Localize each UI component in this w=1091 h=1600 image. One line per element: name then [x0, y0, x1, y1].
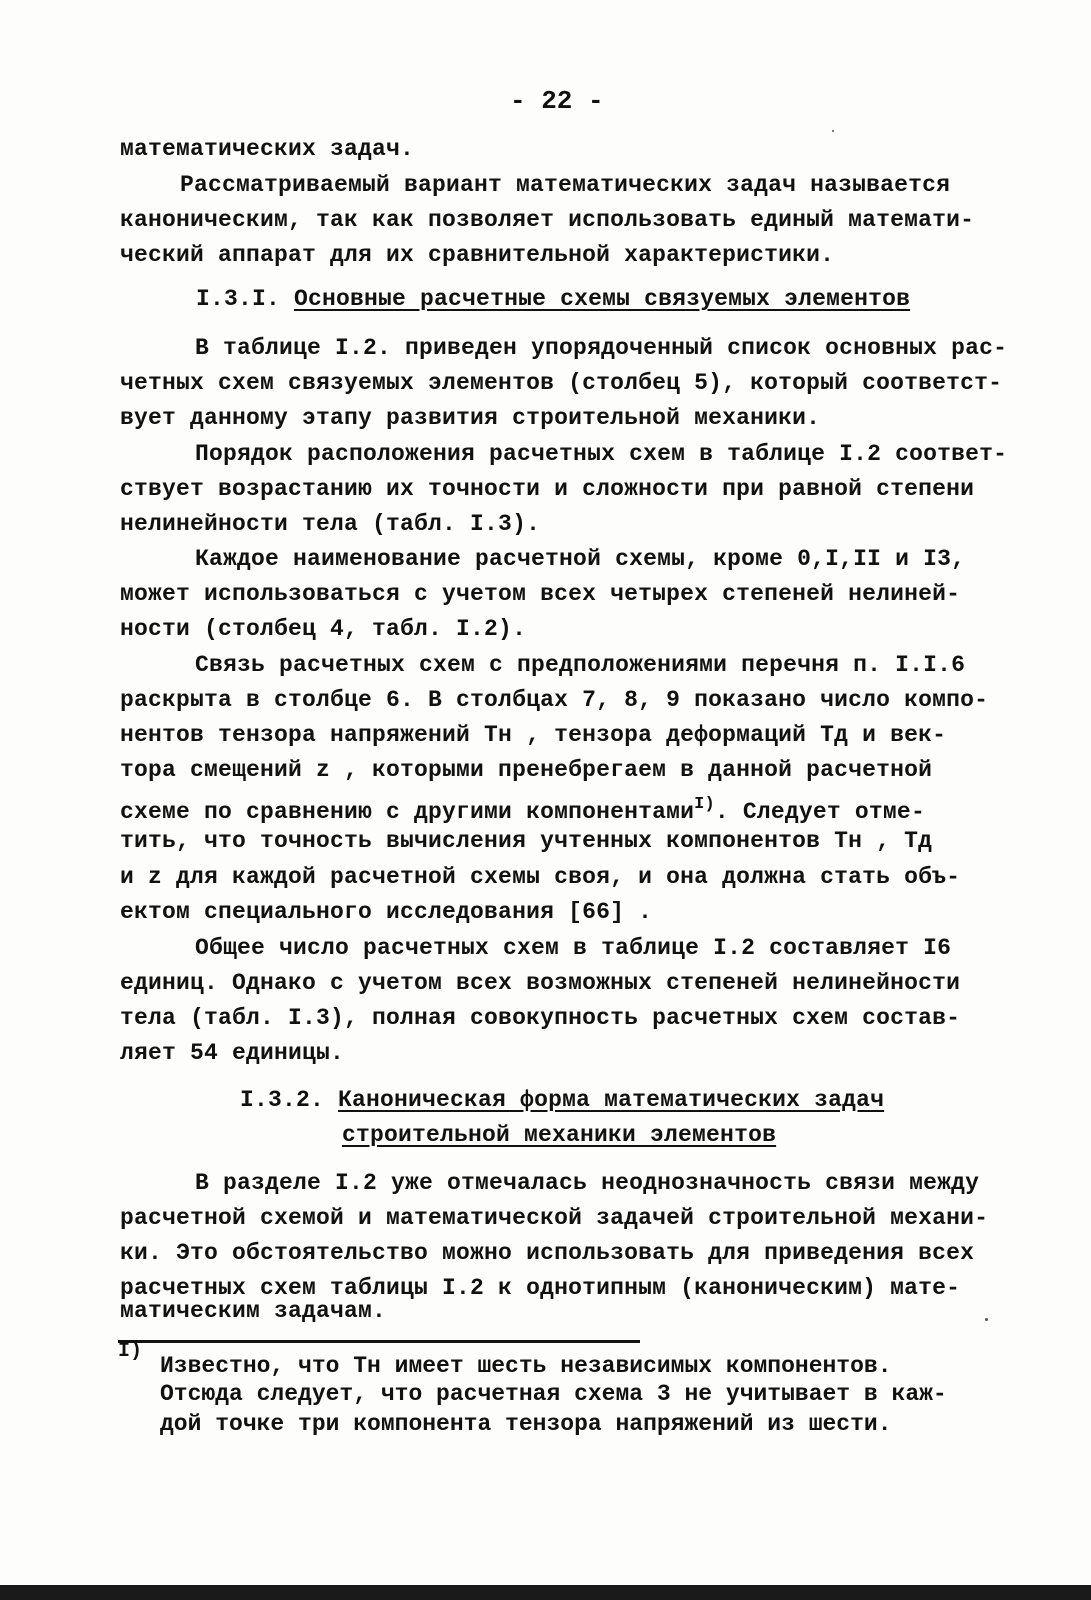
section-number: I.3.I. — [196, 286, 281, 312]
section-title: Основные расчетные схемы связуемых элементов — [294, 286, 911, 312]
paragraph-line: Связь расчетных схем с предположениями перечня п. I.I.6 — [195, 652, 966, 678]
paragraph-line: ляет 54 единицы. — [120, 1040, 345, 1066]
paragraph-line: тить, что точность вычисления учтенных компонентов Tн , Tд — [120, 828, 933, 854]
paragraph-line: нентов тензора напряжений Tн , тензора деформаций Tд и век- — [120, 722, 947, 748]
footnote-line: Отсюда следует, что расчетная схема 3 не учитывает в каж- — [160, 1381, 947, 1407]
paragraph-line: В таблице I.2. приведен упорядоченный список основных рас- — [195, 335, 1008, 361]
paragraph-line: нелинейности тела (табл. I.3). — [120, 511, 541, 537]
paragraph-line-with-footnote: схеме по сравнению с другими компонентами$^{I)}$. Следует отме- — [120, 795, 925, 825]
page-number: - 22 - — [510, 86, 604, 116]
paragraph-line: каноническим, так как позволяет использовать единый математи- — [120, 207, 975, 233]
paragraph-line: вует данному этапу развития строительной механики. — [120, 405, 821, 431]
paragraph-line: Каждое наименование расчетной схемы, кроме 0,I,II и I3, — [195, 546, 966, 572]
paragraph-line: единиц. Однако с учетом всех возможных степеней нелинейности — [120, 970, 961, 996]
paragraph-line: матическим задачам. — [120, 1298, 387, 1324]
paragraph-line: математических задач. — [120, 136, 415, 162]
paragraph-line: ности (столбец 4, табл. I.2). — [120, 616, 527, 642]
scan-speck — [985, 1318, 988, 1321]
paragraph-line: тела (табл. I.3), полная совокупность расчетных схем состав- — [120, 1005, 961, 1031]
section-heading-132 — [240, 1085, 884, 1115]
paragraph-line: ектом специального исследования [66] . — [120, 899, 653, 925]
paragraph-line: может использоваться с учетом всех четырех степеней нелиней- — [120, 581, 961, 607]
paragraph-line: тора смещений z , которыми пренебрегаем в данной расчетной — [120, 757, 933, 783]
footnote-ref: I) — [694, 795, 715, 814]
paragraph-line: расчетной схемой и математической задачей строительной механи- — [120, 1205, 989, 1231]
paragraph-line: В разделе I.2 уже отмечалась неоднозначность связи между — [195, 1170, 980, 1196]
section-heading-131 — [196, 284, 910, 314]
paragraph-line: ствует возрастанию их точности и сложности при равной степени — [120, 476, 975, 502]
paragraph-line: ческий аппарат для их сравнительной характеристики. — [120, 242, 835, 268]
paragraph-line: ки. Это обстоятельство можно использовать для приведения всех — [120, 1240, 975, 1266]
section-number: I.3.2. — [240, 1087, 325, 1113]
footnote-divider — [118, 1340, 640, 1343]
paragraph-line: расчетных схем таблицы I.2 к однотипным (каноническим) мате- — [120, 1275, 961, 1301]
scan-speck — [832, 130, 834, 132]
paragraph-line: раскрыта в столбце 6. В столбцах 7, 8, 9 показано число компо- — [120, 687, 989, 713]
paragraph-line: Порядок расположения расчетных схем в таблице I.2 соответ- — [195, 441, 1008, 467]
footnote-line: дой точке три компонента тензора напряжений из шести. — [160, 1411, 892, 1437]
paragraph-line: четных схем связуемых элементов (столбец 5), который соответст- — [120, 370, 1003, 396]
footnote-line: Известно, что Tн имеет шесть независимых компонентов. — [160, 1353, 892, 1379]
paragraph-line: Общее число расчетных схем в таблице I.2 составляет I6 — [195, 935, 952, 961]
section-title-line2: строительной механики элементов — [342, 1122, 777, 1148]
section-title-line1: Каноническая форма математических задач — [338, 1087, 885, 1113]
footnote-mark: I) — [118, 1340, 143, 1363]
scan-border — [0, 1585, 1091, 1600]
paragraph-line: Рассматриваемый вариант математических задач называется — [180, 172, 951, 198]
paragraph-line: и z для каждой расчетной схемы своя, и она должна стать объ- — [120, 864, 961, 890]
